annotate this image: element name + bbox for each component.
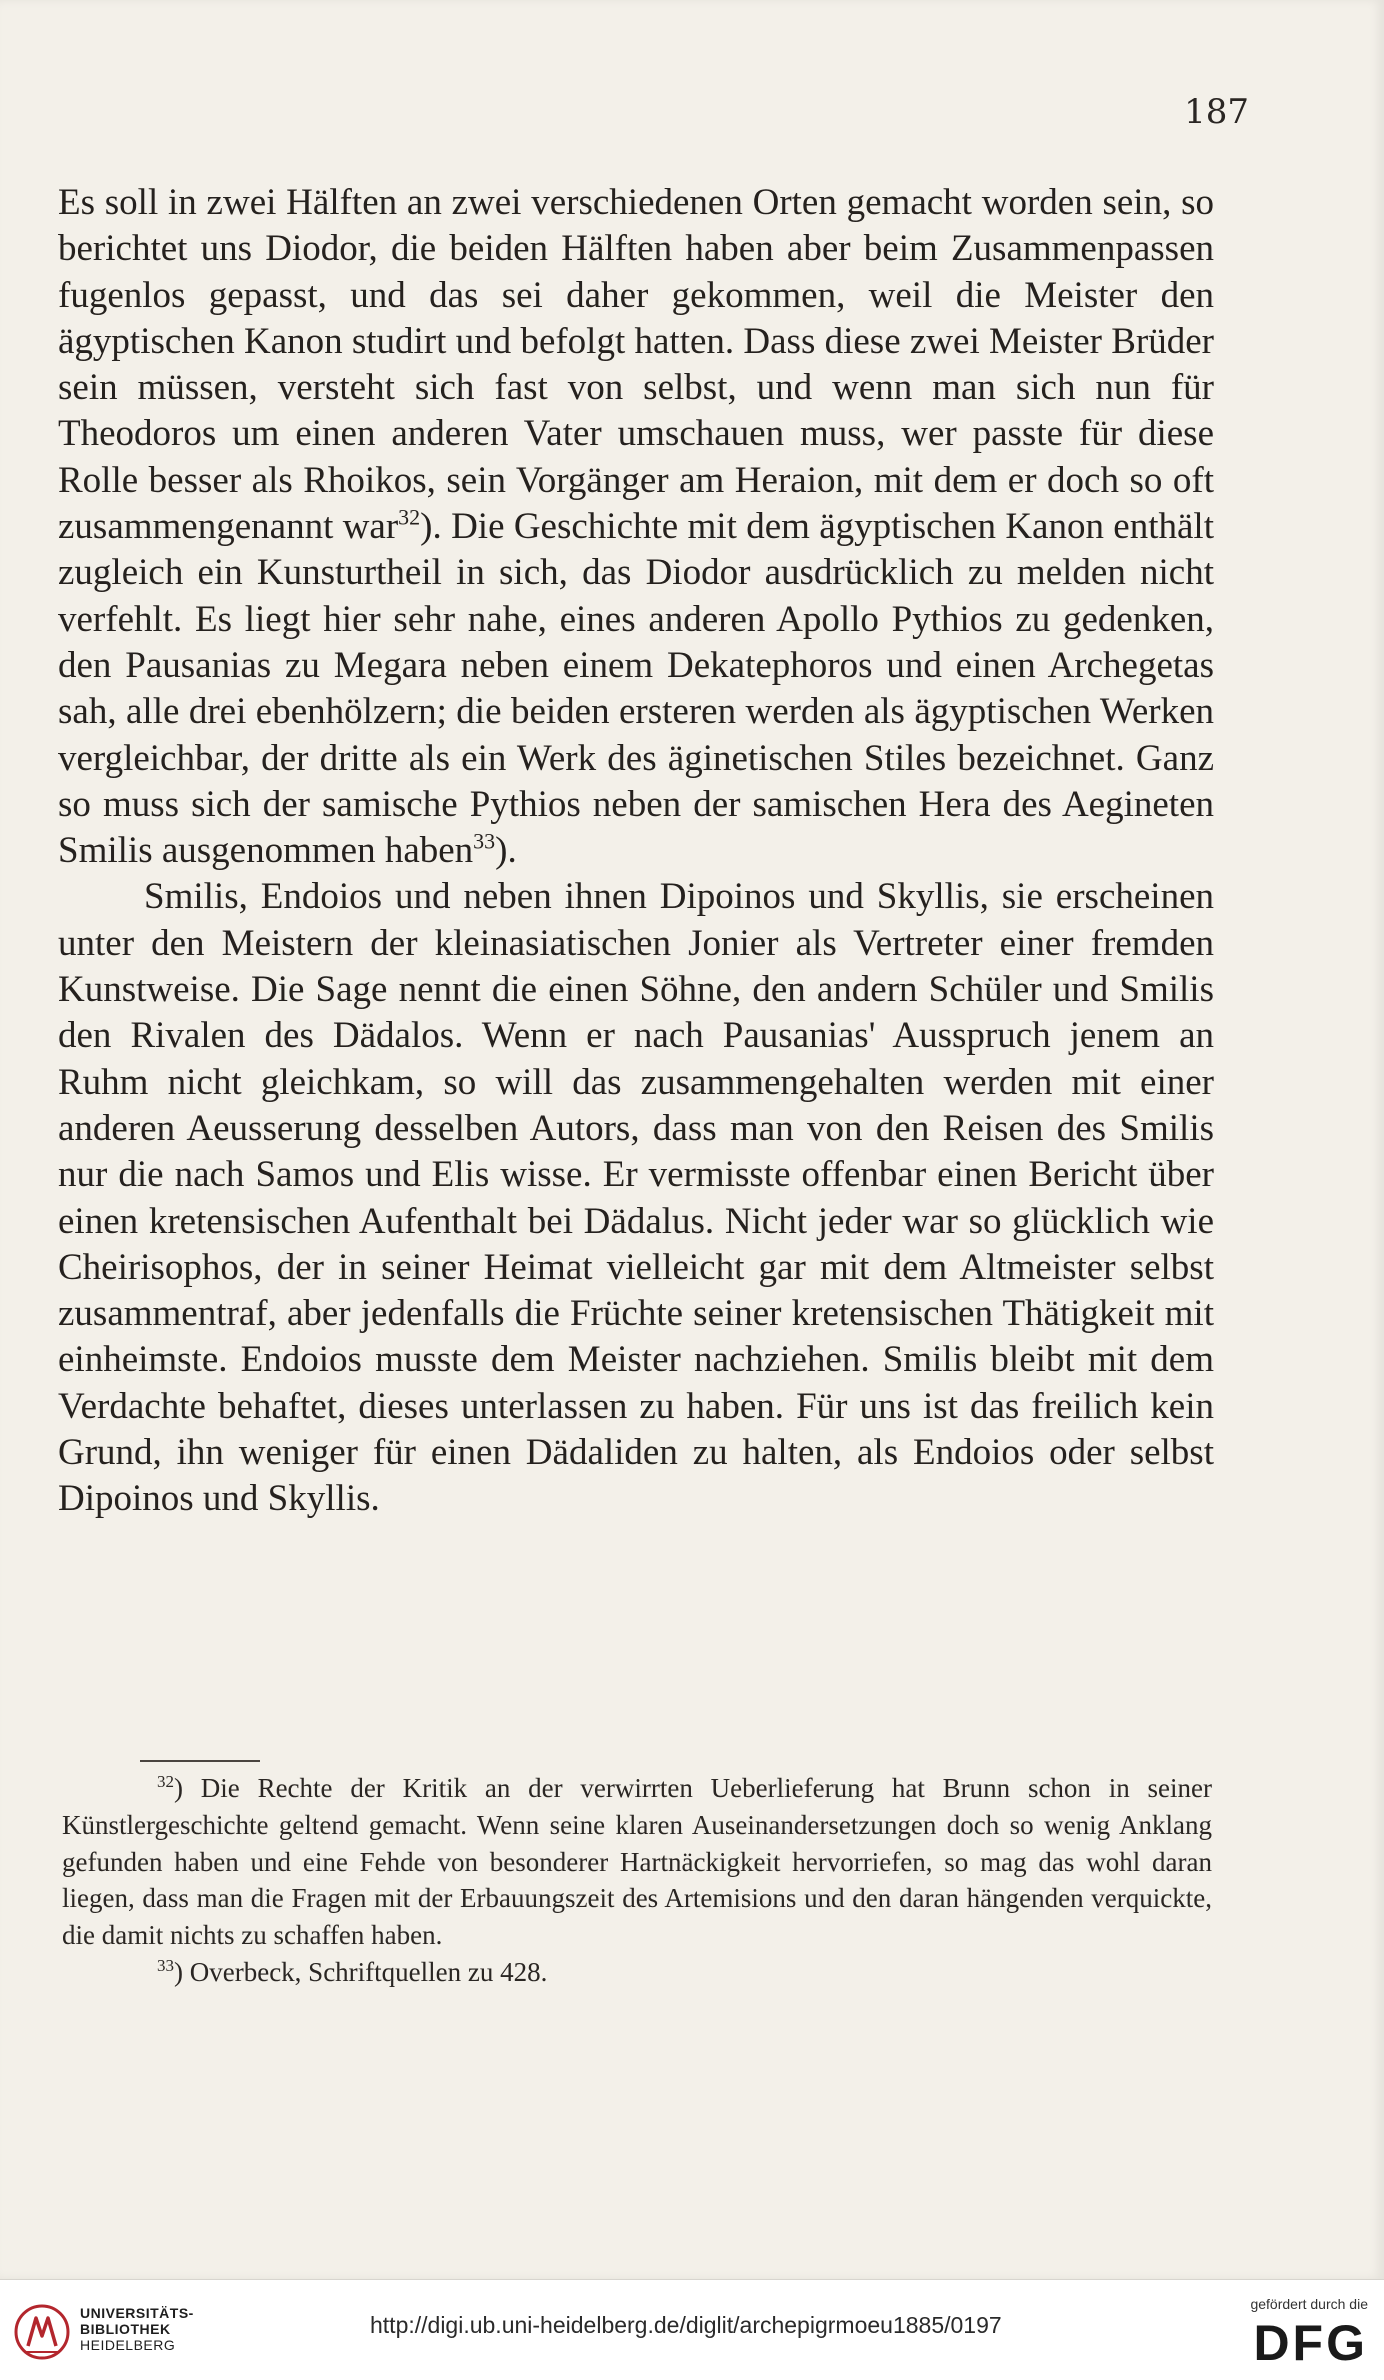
paragraph-2: Smilis, Endoios und neben ihnen Dipoinos und Skyllis, sie erscheinen unter den Meistern der kleinasiatischen Jonier als Vertreter einer fremden Kunstweise. Die Sage nennt die einen Söhne, den andern Schüler und Smilis den Rivalen des Dädalos. Wenn er nach Pausanias' Ausspruch jenem an Ruhm nicht gleichkam, so will das zusammengehalten werden mit einer anderen Aeusserung desselben Autors, dass man von den Reisen des Smilis nur die nach Samos und Elis wisse. Er vermisste offenbar einen Bericht über einen kretensischen Aufenthalt bei Dädalus. Nicht jeder war so glücklich wie Cheirisophos, der in seiner Heimat vielleicht gar mit dem Altmeister selbst zusammentraf, aber jedenfalls die Früchte seiner kretensischen Thätigkeit mit einheimste. Endoios musste dem Meister nachziehen. Smilis bleibt mit dem Verdachte behaftet, dieses unterlassen zu haben. Für uns ist das freilich kein Grund, ihn weniger für einen Dädaliden zu halten, als Endoios oder selbst Dipoinos und Skyllis. [58,876,1214,1520]
paragraph-1 [58,180,1214,874]
footnote-mark: 33 [157,1955,174,1975]
footnote-divider [140,1760,260,1762]
footnote-mark: 32 [157,1772,174,1791]
footnote-33 [62,1954,1212,1991]
footnote-text: ) Overbeck, Schriftquellen zu 428. [174,1956,548,1987]
paragraph-1-text-a: Es soll in zwei Hälften an zwei verschiedenen Orten gemacht worden sein, so berichtet uns Diodor, die beiden Hälften haben aber beim Zusammenpassen fugenlos gepasst, und das sei daher gekommen, weil die Meister den ägyptischen Kanon studirt und befolgt hatten. Dass diese zwei Meister Brüder sein müssen, versteht sich fast von selbst, und wenn man sich nun für Theodoros um einen anderen Vater umschauen muss, wer passte für diese Rolle besser als Rhoikos, sein Vorgänger am Heraion, mit dem er doch so oft zusammengenannt war [58,182,1214,548]
page-number: 187 [1184,92,1249,132]
body-text [58,180,1214,1523]
footnote-text: ) Die Rechte der Kritik an der verwirrten Ueberlieferung hat Brunn schon in seiner Künstlergeschichte geltend gemacht. Wenn seine klaren Auseinandersetzungen doch so wenig Anklang gefunden haben und eine Fehde von besonderer Hartnäckigkeit hervorriefen, so mag das wohl daran liegen, dass man die Fragen mit der Erbauungszeit des Artemisions und den daran hängenden verquickte, die damit nichts zu schaffen haben. [62,1773,1212,1951]
paragraph-1-text-c: ). [495,830,517,872]
footnotes [62,1770,1212,1991]
document-url-link[interactable]: http://digi.ub.uni-heidelberg.de/diglit/archepigrmoeu1885/0197 [370,2312,1002,2338]
university-library-name[interactable] [80,2305,194,2353]
university-seal-icon[interactable] [14,2302,70,2362]
uni-line-3: HEIDELBERG [80,2337,176,2353]
footnote-ref-33[interactable]: 33 [473,828,496,854]
uni-line-2: BIBLIOTHEK [80,2321,171,2337]
dfg-logo[interactable]: DFG [1253,2315,1368,2371]
paragraph-1-text-b: ). Die Geschichte mit dem ägyptischen Kanon enthält zugleich ein Kunsturtheil in sich, das Diodor ausdrücklich zu melden nicht verfehlt. Es liegt hier sehr nahe, eines anderen Apollo Pythios zu gedenken, den Pausanias zu Megara neben einem Dekatephoros und einen Archegetas sah, alle drei ebenhölzern; die beiden ersteren werden als ägyptischen Werken vergleichbar, der dritte als ein Werk des äginetischen Stiles bezeichnet. Ganz so muss sich der samische Pythios neben der samischen Hera des Aegineten Smilis ausgenommen haben [58,506,1214,872]
footnote-32 [62,1770,1212,1954]
uni-line-1: UNIVERSITÄTS- [80,2305,194,2321]
footer-banner [0,2279,1384,2380]
footnote-ref-32[interactable]: 32 [398,504,421,530]
funded-by-label: gefördert durch die [1250,2296,1368,2312]
